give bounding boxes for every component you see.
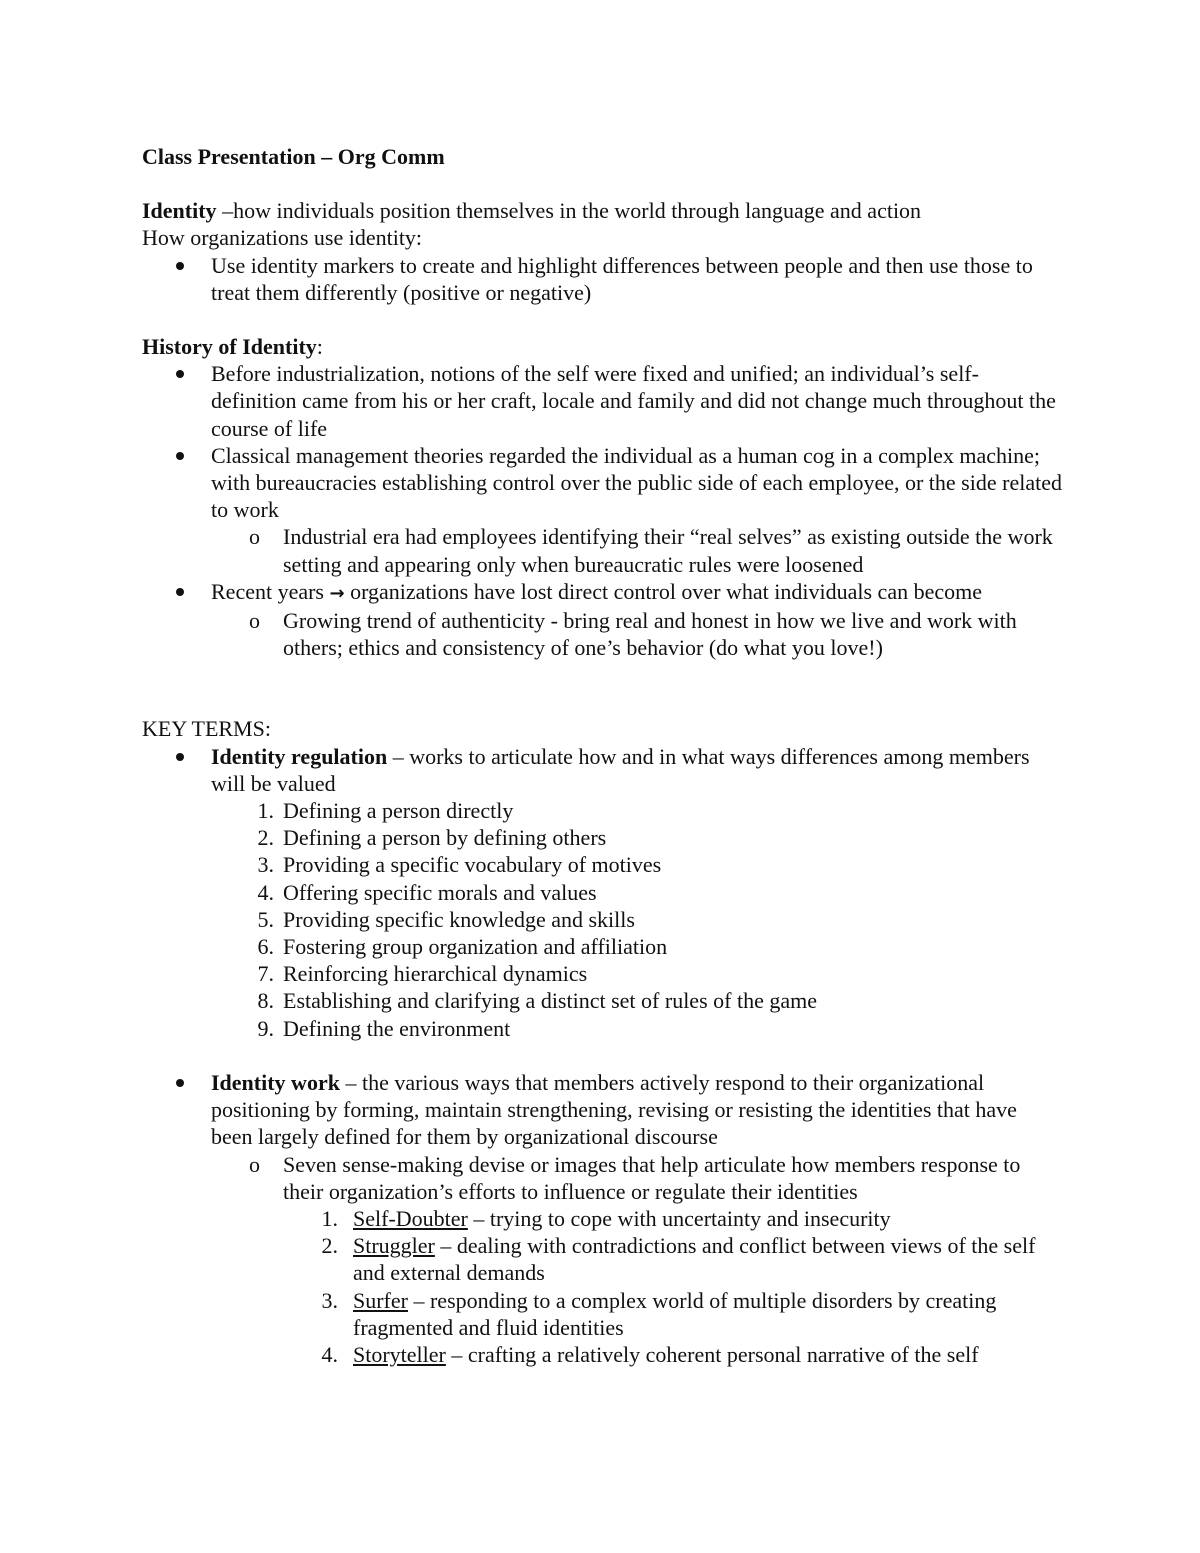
list-item: Classical management theories regarded the individual as a human cog in a complex machine; with bureaucracies establishing control over the public side of each employee, or the side related to work [142, 442, 1062, 524]
list-number: 5. [257, 906, 274, 932]
numbered-list-item [142, 824, 1062, 851]
bullet-icon [176, 262, 184, 270]
numbered-list-item [142, 933, 1062, 960]
page-title: Class Presentation – Org Comm [142, 144, 445, 169]
numbered-list-item [142, 987, 1062, 1014]
list-number: 3. [257, 852, 274, 878]
list-item: Use identity markers to create and highlight differences between people and then use those to treat them differently (positive or negative) [142, 252, 1062, 306]
list-number: 7. [257, 961, 274, 987]
identity-type-item [142, 1205, 1062, 1232]
identity-type-name: Self-Doubter [353, 1205, 468, 1231]
list-number: 4. [257, 879, 274, 905]
list-item-text: Providing specific knowledge and skills [283, 906, 635, 932]
identity-type-name: Struggler [353, 1233, 435, 1259]
list-item-text: Reinforcing hierarchical dynamics [283, 961, 588, 987]
list-number: 1. [321, 1205, 338, 1231]
list-item-text: Establishing and clarifying a distinct set of rules of the game [283, 988, 817, 1014]
numbered-list-item [142, 1015, 1062, 1042]
bullet-icon [176, 370, 184, 378]
list-item-text: Defining a person by defining others [283, 825, 607, 851]
numbered-list-item [142, 906, 1062, 933]
identity-term: Identity [142, 198, 217, 224]
list-item-text: Offering specific morals and values [283, 879, 597, 905]
identity-type-name: Storyteller [353, 1341, 446, 1367]
document-body [142, 143, 1062, 1368]
identity-type-description: – dealing with contradictions and conflict between views of the self and external demands [353, 1233, 1036, 1286]
bullet-icon [176, 588, 184, 596]
list-number: 9. [257, 1015, 274, 1041]
bullet-icon [176, 1079, 184, 1087]
bullet-icon [176, 753, 184, 761]
circle-bullet-icon: o [249, 1151, 260, 1177]
list-item-text: Defining the environment [283, 1015, 511, 1041]
identity-type-description: – crafting a relatively coherent personal narrative of the self [445, 1341, 979, 1367]
history-heading: History of Identity: [142, 334, 323, 360]
numbered-list-item [142, 879, 1062, 906]
sub-list-item: o Seven sense-making devise or images that help articulate how members response to their organization’s efforts to influence or regulate their identities [249, 1151, 1021, 1204]
list-number: 6. [257, 934, 274, 960]
list-number: 3. [321, 1287, 338, 1313]
bullet-icon [176, 452, 184, 460]
identity-type-name: Surfer [353, 1287, 408, 1313]
identity-definition-text: –how individuals position themselves in the world through language and action [216, 198, 922, 224]
identity-type-description: – responding to a complex world of multiple disorders by creating fragmented and fluid identities [353, 1287, 997, 1340]
sub-list-item: o Industrial era had employees identifying their “real selves” as existing outside the work setting and appearing only when bureaucratic rules were loosened [249, 524, 1053, 577]
identity-type-item [142, 1287, 1062, 1341]
list-item: Identity regulation – works to articulate how and in what ways differences among members will be valued [142, 743, 1062, 797]
identity-type-description: – trying to cope with uncertainty and insecurity [467, 1205, 891, 1231]
identity-types-list [142, 1205, 1062, 1368]
list-number: 2. [321, 1233, 338, 1259]
arrow-right-icon: → [329, 582, 345, 604]
identity-definition [142, 197, 1062, 224]
identity-type-item [142, 1341, 1062, 1368]
how-orgs-use-identity: How organizations use identity: [142, 225, 423, 251]
list-number: 4. [321, 1341, 338, 1367]
list-number: 8. [257, 988, 274, 1014]
circle-bullet-icon: o [249, 524, 260, 550]
numbered-list-item [142, 797, 1062, 824]
list-item: Recent years → organizations have lost direct control over what individuals can become [142, 578, 1062, 607]
list-item-text: Fostering group organization and affiliation [283, 934, 668, 960]
list-item: Before industrialization, notions of the self were fixed and unified; an individual’s self-definition came from his or her craft, locale and family and did not change much throughout the course of life [142, 360, 1062, 442]
list-number: 2. [257, 825, 274, 851]
circle-bullet-icon: o [249, 608, 260, 634]
numbered-list-item [142, 851, 1062, 878]
sub-list-item: o Growing trend of authenticity - bring real and honest in how we live and work with others; ethics and consistency of one’s behavior (do what you love!) [249, 608, 1017, 661]
list-item-text: Defining a person directly [283, 798, 514, 824]
list-item: Identity work – the various ways that members actively respond to their organizational positioning by forming, maintain strengthening, revising or resisting the identities that have been largely defined for them by organizational discourse [142, 1069, 1062, 1151]
numbered-list-item [142, 960, 1062, 987]
key-terms-heading: KEY TERMS: [142, 716, 271, 742]
regulation-list [142, 797, 1062, 1042]
identity-type-item [142, 1232, 1062, 1286]
list-item-text: Providing a specific vocabulary of motives [283, 852, 662, 878]
list-number: 1. [257, 798, 274, 824]
